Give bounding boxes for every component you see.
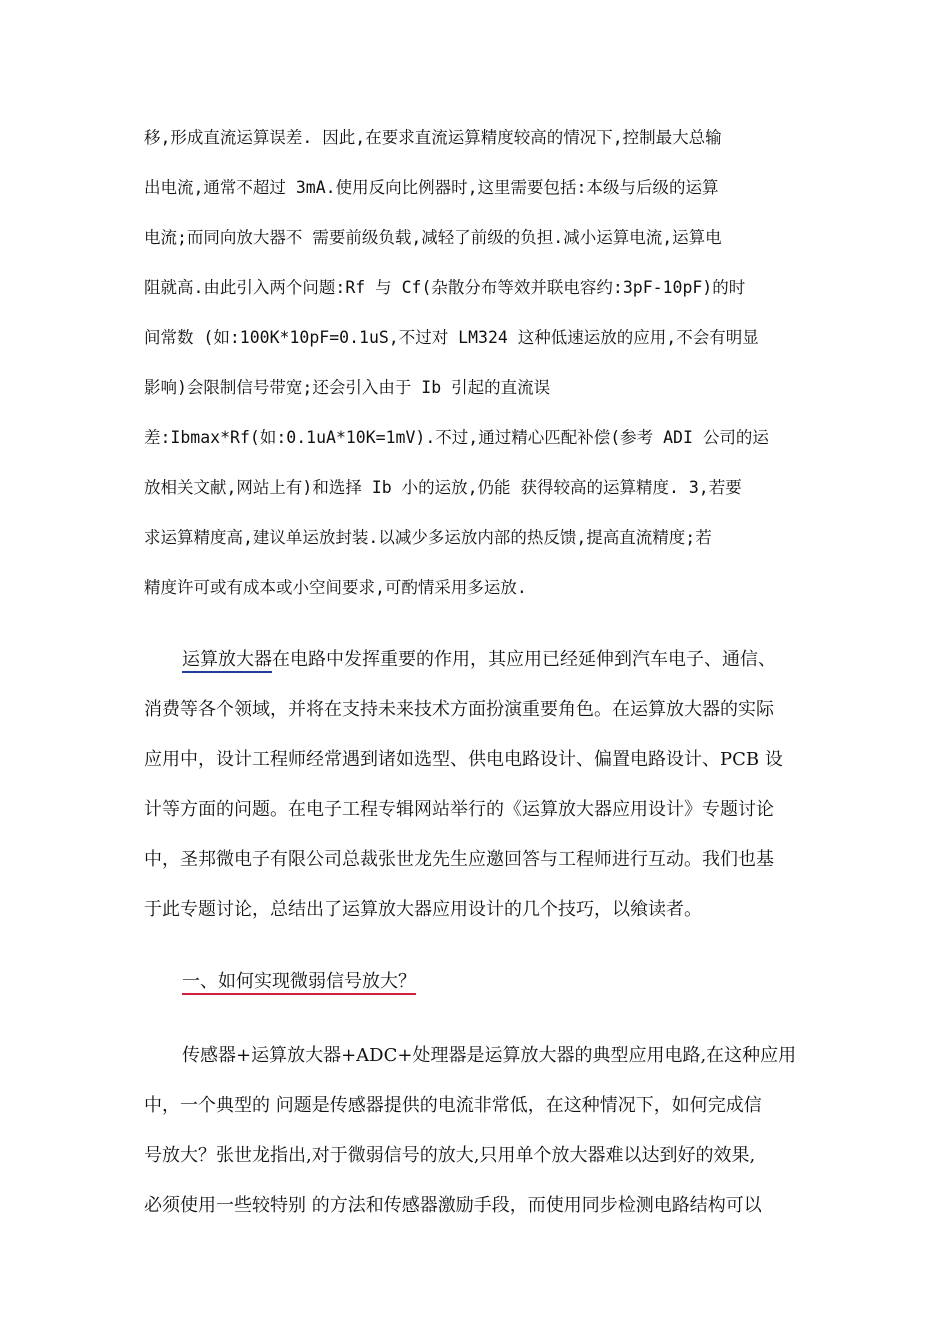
paragraph-3-line: 中，一个典型的 问题是传感器提供的电流非常低，在这种情况下，如何完成信: [144, 1095, 762, 1116]
paragraph-1-line: 精度许可或有成本或小空间要求,可酌情采用多运放.: [144, 578, 527, 597]
section-heading-link[interactable]: 一、如何实现微弱信号放大？: [182, 971, 416, 995]
paragraph-1-line: 阻就高.由此引入两个问题:Rf 与 Cf(杂散分布等效并联电容约:3pF-10pF)的时: [144, 278, 746, 297]
paragraph-1-line: 放相关文献,网站上有)和选择 Ib 小的运放,仍能 获得较高的运算精度. 3,若要: [144, 478, 742, 497]
paragraph-2-line: 中，圣邦微电子有限公司总裁张世龙先生应邀回答与工程师进行互动。我们也基: [144, 849, 774, 870]
paragraph-1-line: 电流;而同向放大器不 需要前级负载,减轻了前级的负担.减小运算电流,运算电: [144, 228, 722, 247]
section-heading: [182, 968, 809, 996]
paragraph-1-line: 移,形成直流运算误差. 因此,在要求直流运算精度较高的情况下,控制最大总输: [144, 128, 722, 147]
paragraph-2-first-line: [182, 646, 809, 674]
paragraph-3-line: 号放大？张世龙指出,对于微弱信号的放大,只用单个放大器难以达到好的效果,: [144, 1145, 756, 1166]
paragraph-2-line: 计等方面的问题。在电子工程专辑网站举行的《运算放大器应用设计》专题讨论: [144, 799, 774, 820]
paragraph-1-line: 差:Ibmax*Rf(如:0.1uA*10K=1mV).不过,通过精心匹配补偿(参考 ADI 公司的运: [144, 428, 769, 447]
paragraph-1-line: 出电流,通常不超过 3mA.使用反向比例器时,这里需要包括:本级与后级的运算: [144, 178, 719, 197]
op-amp-link[interactable]: 运算放大器: [182, 649, 272, 673]
paragraph-3-line: 传感器+运算放大器+ADC+处理器是运算放大器的典型应用电路,在这种应用: [182, 1045, 797, 1066]
paragraph-1-line: 间常数 (如:100K*10pF=0.1uS,不过对 LM324 这种低速运放的应用,不会有明显: [144, 328, 759, 347]
paragraph-1-line: 求运算精度高,建议单运放封装.以减少多运放内部的热反馈,提高直流精度;若: [144, 528, 712, 547]
paragraph-2-line: 应用中，设计工程师经常遇到诸如选型、供电电路设计、偏置电路设计、PCB 设: [144, 749, 783, 770]
paragraph-3-line: 必须使用一些较特别 的方法和传感器激励手段，而使用同步检测电路结构可以: [144, 1195, 762, 1216]
paragraph-2-line: 消费等各个领域，并将在支持未来技术方面扮演重要角色。在运算放大器的实际: [144, 699, 774, 720]
paragraph-2-line: 于此专题讨论，总结出了运算放大器应用设计的几个技巧，以飨读者。: [144, 899, 702, 920]
paragraph-2-first-line-text: 在电路中发挥重要的作用，其应用已经延伸到汽车电子、通信、: [272, 649, 776, 670]
paragraph-1-line: 影响)会限制信号带宽;还会引入由于 Ib 引起的直流误: [144, 378, 551, 397]
